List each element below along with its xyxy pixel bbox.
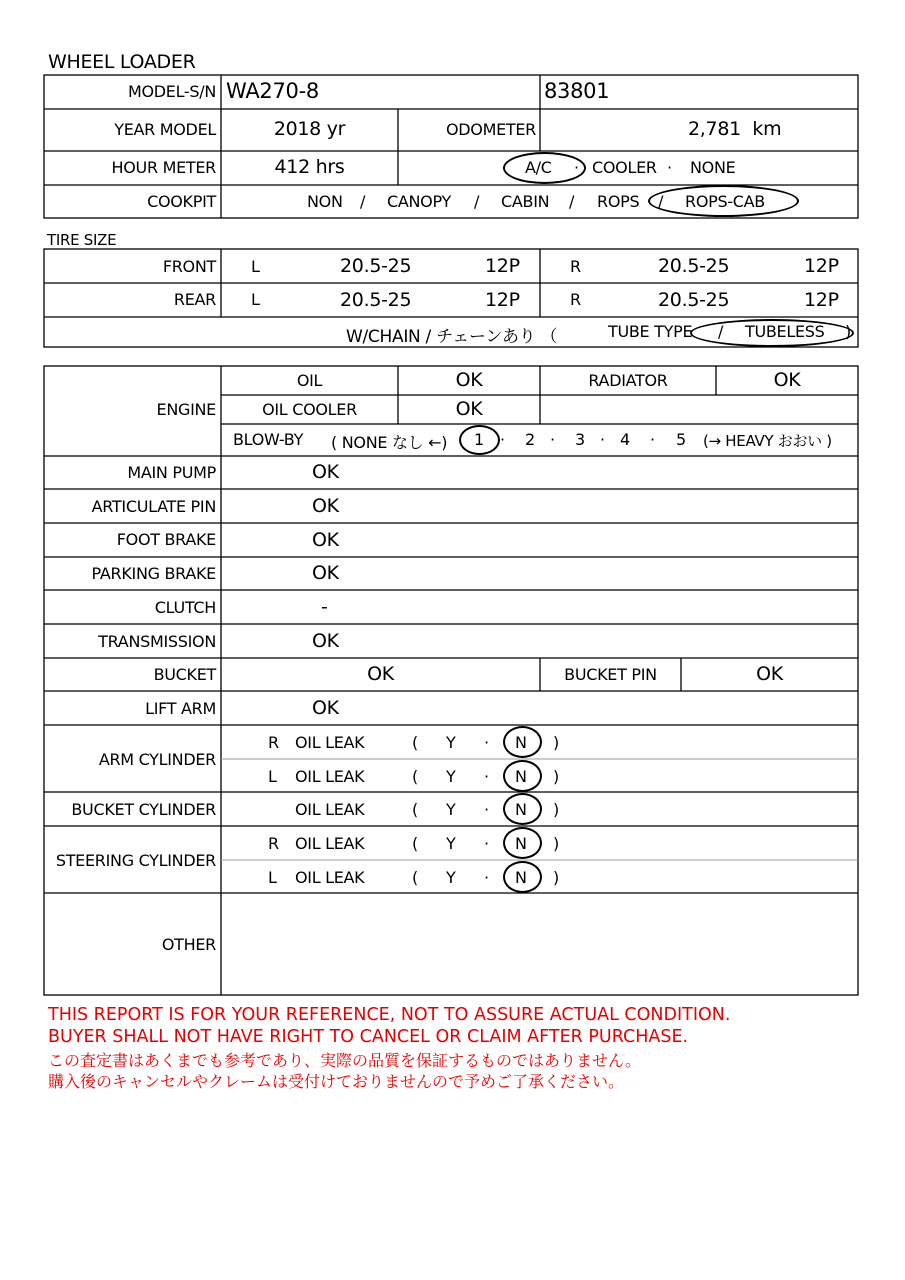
bucket-cyl-open: ( [412,800,418,819]
blowby-level-5: 5 [676,430,686,449]
cooler-option: COOLER [592,158,657,177]
articulate-pin-label: ARTICULATE PIN [91,497,216,516]
odometer-label: ODOMETER [445,120,536,139]
blowby-selected-circle [459,425,500,455]
clutch-value: - [321,596,328,618]
disclaimer-line-3: この査定書はあくまでも参考であり、実際の品質を保証するものではありません。 [48,1051,641,1070]
front-right-size: 20.5-25 [658,255,730,277]
blowby-dot-4: · [650,430,655,449]
transmission-label: TRANSMISSION [98,632,216,651]
arm-cyl-l-dot: · [484,767,489,786]
steer-cyl-l-yes: Y [446,868,456,887]
disclaimer-line-1: THIS REPORT IS FOR YOUR REFERENCE, NOT TO ASSURE ACTUAL CONDITION. [48,1005,731,1025]
arm-cyl-r-selected-circle [503,726,542,758]
radiator-label: RADIATOR [588,371,668,390]
bucket-pin-label: BUCKET PIN [564,665,657,684]
arm-cyl-l-close: ) [553,767,559,786]
tube-close-paren: ) [845,322,851,341]
arm-cyl-r-side: R [268,733,279,752]
cockpit-canopy: CANOPY [387,192,451,211]
tubeless-selected-circle [690,319,854,347]
cockpit-non: NON [307,192,343,211]
transmission-value: OK [312,630,339,652]
front-right-marker: R [570,257,581,276]
chain-text: W/CHAIN / チェーンあり （ [346,327,558,347]
clutch-label: CLUTCH [154,598,216,617]
bucket-cyl-no: N [515,800,527,819]
arm-cyl-l-open: ( [412,767,418,786]
cockpit-sep-3: / [569,192,575,211]
blowby-dot-3: · [600,430,605,449]
oil-value: OK [455,369,483,391]
bucket-cyl-dot: · [484,800,489,819]
oil-cooler-label: OIL COOLER [262,400,357,419]
rear-label: REAR [173,290,216,309]
rear-left-size: 20.5-25 [340,289,412,311]
foot-brake-label: FOOT BRAKE [116,530,216,549]
tubeless-option: TUBELESS [745,322,825,341]
steer-cyl-l-selected-circle [503,861,542,893]
bucket-label: BUCKET [153,665,216,684]
cockpit-sep-4: / [658,192,664,211]
arm-cylinder-label: ARM CYLINDER [98,750,216,769]
arm-cyl-r-close: ) [553,733,559,752]
steer-cyl-r-item: OIL LEAK [295,834,365,853]
other-label: OTHER [161,935,216,954]
steer-cyl-r-open: ( [412,834,418,853]
cockpit-selected-circle [648,185,799,217]
front-left-marker: L [251,257,260,276]
model-sn-label: MODEL-S/N [127,82,216,101]
tire-size-label: TIRE SIZE [47,231,117,249]
articulate-pin-value: OK [312,495,339,517]
foot-brake-value: OK [312,529,339,551]
ac-selected-circle [503,152,586,184]
steer-cyl-l-close: ) [553,868,559,887]
blowby-none-text: ( NONE なし ←) [331,433,448,452]
blowby-level-3: 3 [575,430,585,449]
year-value: 2018 yr [273,118,346,140]
cockpit-rops: ROPS [597,192,640,211]
arm-cyl-l-side: L [268,767,277,786]
front-left-ply: 12P [485,255,520,277]
cockpit-sep-1: / [360,192,366,211]
cockpit-label: COOKPIT [147,192,216,211]
blowby-label: BLOW-BY [233,430,304,449]
arm-cyl-l-selected-circle [503,760,542,792]
arm-cyl-l-item: OIL LEAK [295,767,365,786]
bucket-cyl-item: OIL LEAK [295,800,365,819]
tube-separator: / [718,322,724,341]
arm-cyl-l-yes: Y [446,767,456,786]
ac-option: A/C [525,158,552,177]
steer-cyl-r-side: R [268,834,279,853]
main-pump-value: OK [312,461,339,483]
lift-arm-label: LIFT ARM [145,699,216,718]
blowby-dot-1: · [500,430,505,449]
year-model-label: YEAR MODEL [114,120,216,139]
bucket-cyl-yes: Y [446,800,456,819]
disclaimer-line-2: BUYER SHALL NOT HAVE RIGHT TO CANCEL OR CLAIM AFTER PURCHASE. [48,1027,689,1047]
radiator-value: OK [773,369,801,391]
blowby-level-2: 2 [525,430,535,449]
front-right-ply: 12P [804,255,839,277]
disclaimer-line-4: 購入後のキャンセルやクレームは受付けておりませんので予めご了承ください。 [48,1072,625,1091]
steer-cyl-l-no: N [515,868,527,887]
bucket-cyl-selected-circle [503,793,542,825]
hours-value: 412 hrs [274,156,345,178]
ac-separator: · [574,158,579,177]
odometer-value: 2,781 km [688,118,782,140]
arm-cyl-r-dot: · [484,733,489,752]
oil-cooler-value: OK [455,398,483,420]
rear-left-ply: 12P [485,289,520,311]
parking-brake-label: PARKING BRAKE [91,564,216,583]
model-value: WA270-8 [226,79,319,103]
arm-cyl-l-no: N [515,767,527,786]
steer-cyl-l-side: L [268,868,277,887]
rear-right-marker: R [570,290,581,309]
cockpit-sep-2: / [474,192,480,211]
serial-value: 83801 [544,79,610,103]
parking-brake-value: OK [312,562,339,584]
cockpit-cabin: CABIN [501,192,550,211]
bucket-value: OK [367,663,394,685]
rear-left-marker: L [251,290,260,309]
front-left-size: 20.5-25 [340,255,412,277]
arm-cyl-r-yes: Y [446,733,456,752]
rear-right-ply: 12P [804,289,839,311]
cooler-separator: · [667,158,672,177]
cockpit-rops-cab: ROPS-CAB [685,192,765,211]
steer-cyl-l-dot: · [484,868,489,887]
engine-label: ENGINE [156,400,216,419]
steer-cyl-r-close: ) [553,834,559,853]
steer-cyl-r-no: N [515,834,527,853]
arm-cyl-r-item: OIL LEAK [295,733,365,752]
blowby-level-1: 1 [474,430,484,449]
arm-cyl-r-open: ( [412,733,418,752]
blowby-heavy-text: (→ HEAVY おおい ) [703,432,832,450]
form-title: WHEEL LOADER [48,51,196,73]
lift-arm-value: OK [312,697,339,719]
front-label: FRONT [162,257,216,276]
steer-cyl-r-yes: Y [446,834,456,853]
steer-cyl-r-dot: · [484,834,489,853]
main-pump-label: MAIN PUMP [127,463,216,482]
steer-cyl-l-item: OIL LEAK [295,868,365,887]
none-option: NONE [690,158,736,177]
bucket-cyl-close: ) [553,800,559,819]
blowby-dot-2: · [550,430,555,449]
tube-type-option: TUBE TYPE [608,322,693,341]
bucket-pin-value: OK [756,663,783,685]
oil-label: OIL [296,371,323,390]
steer-cyl-r-selected-circle [503,827,542,859]
arm-cyl-r-no: N [515,733,527,752]
steering-cylinder-label: STEERING CYLINDER [55,851,216,870]
hour-meter-label: HOUR METER [111,158,216,177]
rear-right-size: 20.5-25 [658,289,730,311]
blowby-level-4: 4 [620,430,630,449]
bucket-cylinder-label: BUCKET CYLINDER [71,800,216,819]
steer-cyl-l-open: ( [412,868,418,887]
